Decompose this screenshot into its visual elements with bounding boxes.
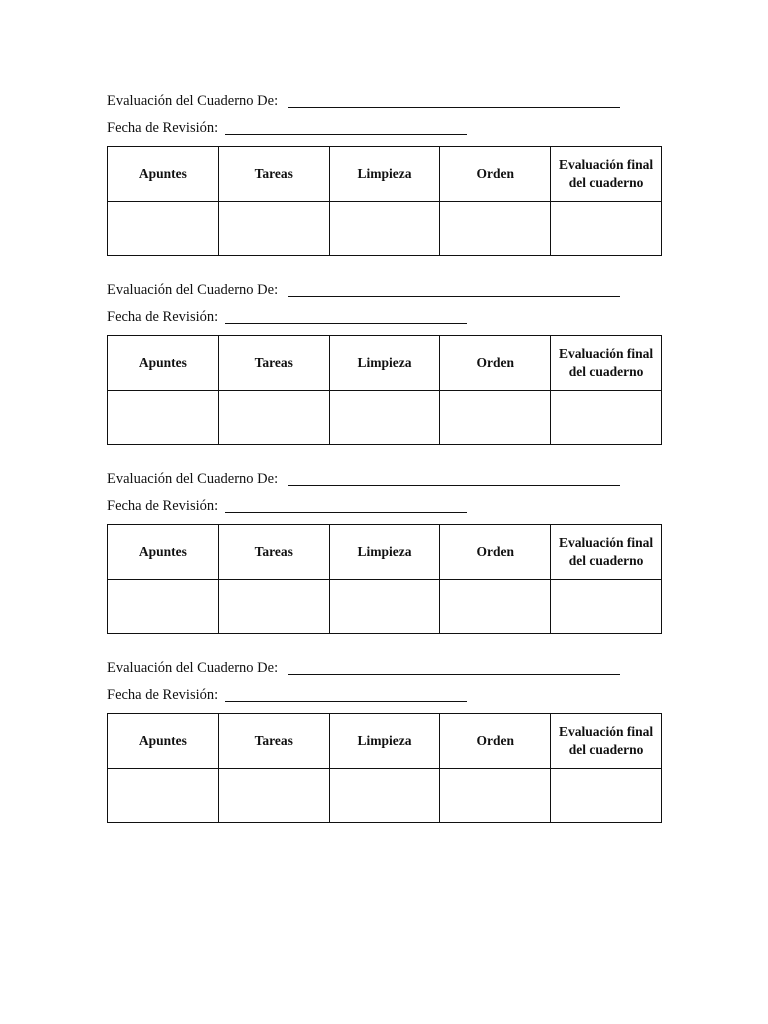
review-date-label: Fecha de Revisión: xyxy=(107,309,219,325)
cell-apuntes[interactable] xyxy=(108,769,219,823)
header-tareas: Tareas xyxy=(218,147,329,202)
header-apuntes: Apuntes xyxy=(108,336,219,391)
review-date-label: Fecha de Revisión: xyxy=(107,120,219,136)
review-date-blank-line[interactable] xyxy=(225,701,467,702)
evaluation-block xyxy=(107,469,662,568)
header-apuntes: Apuntes xyxy=(108,714,219,769)
cell-limpieza[interactable] xyxy=(329,769,440,823)
review-date-field xyxy=(107,307,662,333)
cell-apuntes[interactable] xyxy=(108,202,219,256)
cell-tareas[interactable] xyxy=(218,769,329,823)
table-header-row xyxy=(108,336,662,391)
table-row xyxy=(108,580,662,634)
cell-tareas[interactable] xyxy=(218,202,329,256)
evaluation-table xyxy=(107,713,662,823)
header-tareas: Tareas xyxy=(218,336,329,391)
cell-evaluacion-final[interactable] xyxy=(551,580,662,634)
header-evaluacion-final: Evaluación final del cuaderno xyxy=(551,336,662,391)
table-header-row xyxy=(108,714,662,769)
notebook-owner-field xyxy=(107,469,662,495)
cell-orden[interactable] xyxy=(440,580,551,634)
notebook-owner-blank-line[interactable] xyxy=(288,485,620,486)
notebook-owner-label: Evaluación del Cuaderno De: xyxy=(107,282,279,298)
evaluation-block xyxy=(107,91,662,190)
cell-evaluacion-final[interactable] xyxy=(551,391,662,445)
table-header-row xyxy=(108,147,662,202)
review-date-blank-line[interactable] xyxy=(225,134,467,135)
review-date-field xyxy=(107,118,662,144)
header-evaluacion-final: Evaluación final del cuaderno xyxy=(551,525,662,580)
notebook-owner-label: Evaluación del Cuaderno De: xyxy=(107,471,279,487)
table-row xyxy=(108,769,662,823)
cell-apuntes[interactable] xyxy=(108,580,219,634)
table-header-row xyxy=(108,525,662,580)
header-orden: Orden xyxy=(440,336,551,391)
notebook-owner-field xyxy=(107,91,662,117)
header-evaluacion-final: Evaluación final del cuaderno xyxy=(551,147,662,202)
cell-tareas[interactable] xyxy=(218,580,329,634)
header-apuntes: Apuntes xyxy=(108,525,219,580)
cell-apuntes[interactable] xyxy=(108,391,219,445)
cell-orden[interactable] xyxy=(440,391,551,445)
header-apuntes: Apuntes xyxy=(108,147,219,202)
notebook-owner-blank-line[interactable] xyxy=(288,296,620,297)
header-limpieza: Limpieza xyxy=(329,336,440,391)
notebook-owner-label: Evaluación del Cuaderno De: xyxy=(107,93,279,109)
review-date-label: Fecha de Revisión: xyxy=(107,498,219,514)
header-orden: Orden xyxy=(440,147,551,202)
cell-orden[interactable] xyxy=(440,202,551,256)
cell-limpieza[interactable] xyxy=(329,202,440,256)
header-orden: Orden xyxy=(440,714,551,769)
notebook-owner-field xyxy=(107,658,662,684)
cell-tareas[interactable] xyxy=(218,391,329,445)
cell-evaluacion-final[interactable] xyxy=(551,769,662,823)
header-orden: Orden xyxy=(440,525,551,580)
table-row xyxy=(108,391,662,445)
review-date-label: Fecha de Revisión: xyxy=(107,687,219,703)
cell-orden[interactable] xyxy=(440,769,551,823)
notebook-owner-label: Evaluación del Cuaderno De: xyxy=(107,660,279,676)
header-tareas: Tareas xyxy=(218,525,329,580)
header-tareas: Tareas xyxy=(218,714,329,769)
notebook-owner-blank-line[interactable] xyxy=(288,674,620,675)
review-date-field xyxy=(107,685,662,711)
table-row xyxy=(108,202,662,256)
evaluation-block xyxy=(107,658,662,757)
header-evaluacion-final: Evaluación final del cuaderno xyxy=(551,714,662,769)
review-date-field xyxy=(107,496,662,522)
notebook-owner-field xyxy=(107,280,662,306)
review-date-blank-line[interactable] xyxy=(225,323,467,324)
header-limpieza: Limpieza xyxy=(329,714,440,769)
cell-limpieza[interactable] xyxy=(329,391,440,445)
evaluation-table xyxy=(107,146,662,256)
evaluation-table xyxy=(107,335,662,445)
header-limpieza: Limpieza xyxy=(329,147,440,202)
cell-limpieza[interactable] xyxy=(329,580,440,634)
header-limpieza: Limpieza xyxy=(329,525,440,580)
notebook-owner-blank-line[interactable] xyxy=(288,107,620,108)
evaluation-block xyxy=(107,280,662,379)
evaluation-table xyxy=(107,524,662,634)
review-date-blank-line[interactable] xyxy=(225,512,467,513)
cell-evaluacion-final[interactable] xyxy=(551,202,662,256)
